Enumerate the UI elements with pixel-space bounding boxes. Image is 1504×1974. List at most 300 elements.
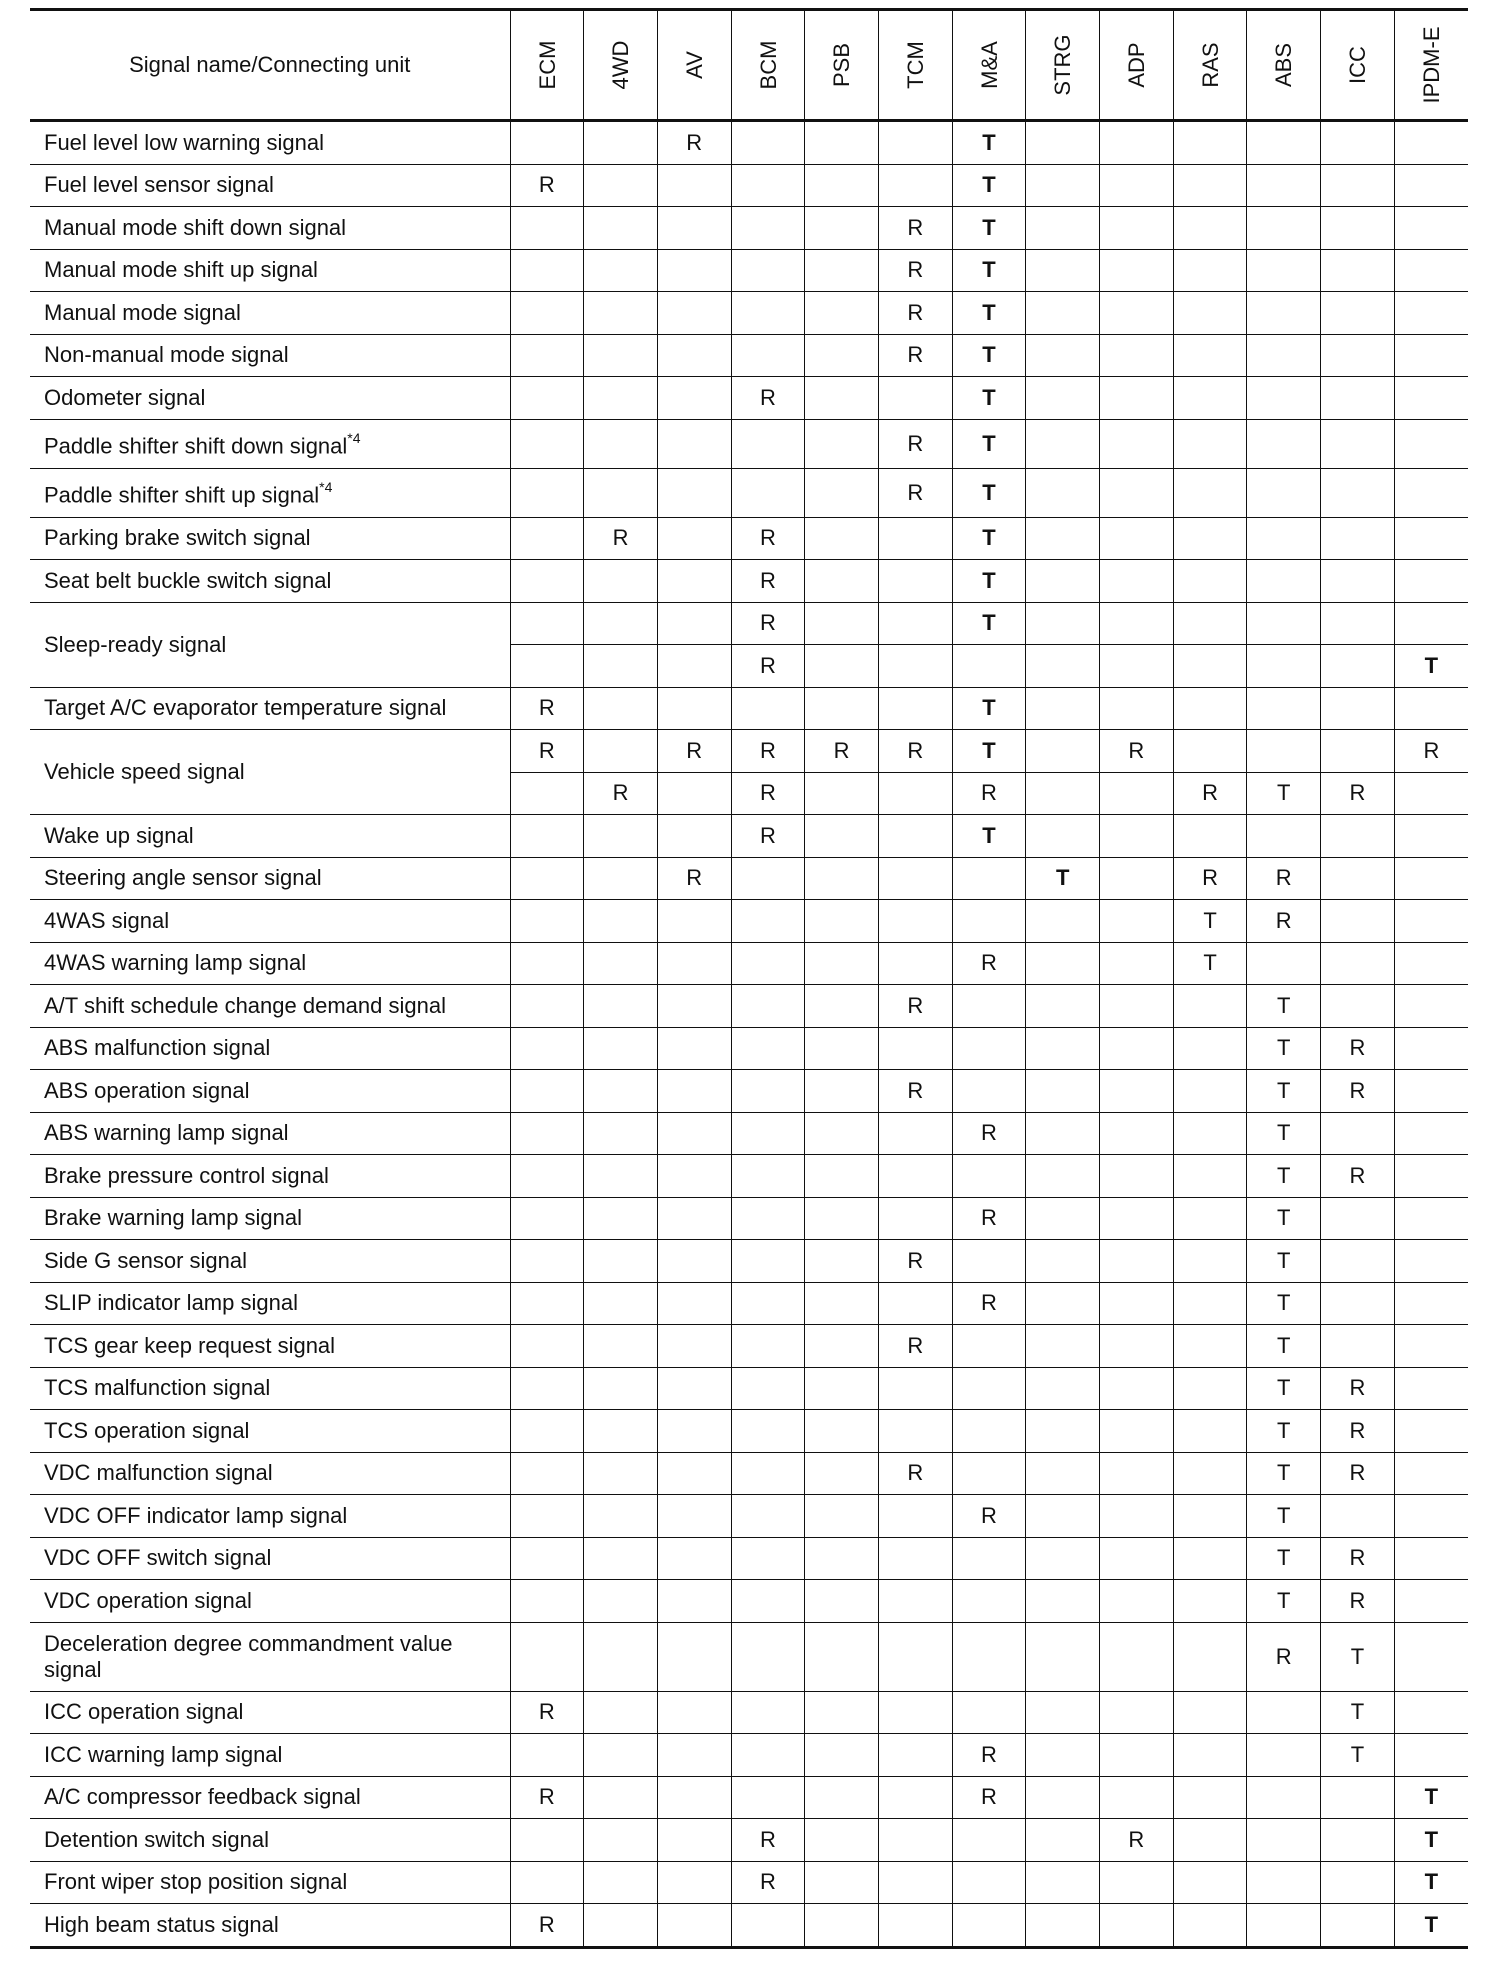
table-cell (1026, 207, 1100, 250)
table-cell (510, 602, 584, 645)
table-cell: R (510, 1776, 584, 1819)
table-row (30, 1112, 1468, 1155)
table-cell (1394, 1325, 1468, 1368)
footnote-marker: *4 (347, 430, 361, 447)
table-cell (1026, 942, 1100, 985)
table-cell (584, 857, 658, 900)
table-cell (878, 1622, 952, 1691)
table-cell: T (1394, 645, 1468, 688)
table-cell: R (952, 942, 1026, 985)
table-cell: R (510, 1904, 584, 1948)
table-cell: T (1247, 1240, 1321, 1283)
table-cell: T (952, 560, 1026, 603)
table-cell (1100, 1155, 1174, 1198)
table-cell (657, 1112, 731, 1155)
table-cell (1100, 121, 1174, 165)
table-cell (1173, 121, 1247, 165)
table-cell (584, 730, 658, 773)
unit-header-ras (1173, 10, 1247, 121)
table-cell (584, 164, 658, 207)
unit-header-label: RAS (1197, 42, 1223, 88)
table-cell (1173, 1027, 1247, 1070)
table-cell (1100, 1197, 1174, 1240)
table-cell (878, 1282, 952, 1325)
signal-name (30, 1819, 510, 1862)
table-cell (731, 687, 805, 730)
unit-header-4wd (584, 10, 658, 121)
table-cell (584, 687, 658, 730)
table-cell: T (952, 207, 1026, 250)
signal-name-text: High beam status signal (44, 1911, 279, 1937)
unit-header-label: 4WD (608, 40, 634, 90)
table-cell (878, 1027, 952, 1070)
signal-name (30, 687, 510, 730)
table-cell (805, 1622, 879, 1691)
signal-table (30, 8, 1468, 1949)
table-row (30, 1734, 1468, 1777)
table-cell: R (731, 517, 805, 560)
table-cell (1100, 1112, 1174, 1155)
unit-header-label: M&A (976, 41, 1002, 89)
table-cell: R (1173, 772, 1247, 815)
table-cell (1321, 164, 1395, 207)
table-cell (1173, 1819, 1247, 1862)
table-cell (731, 292, 805, 335)
signal-name-text: Target A/C evaporator temperature signal (44, 695, 447, 721)
table-cell: R (510, 730, 584, 773)
table-cell (584, 1819, 658, 1862)
table-row (30, 1240, 1468, 1283)
table-cell: R (657, 121, 731, 165)
table-cell (952, 1819, 1026, 1862)
table-cell (805, 468, 879, 517)
table-cell (510, 517, 584, 560)
table-cell (1247, 1776, 1321, 1819)
table-cell (731, 857, 805, 900)
table-cell: T (952, 730, 1026, 773)
table-cell (952, 1537, 1026, 1580)
signal-name-text: Non-manual mode signal (44, 342, 289, 368)
table-cell (805, 164, 879, 207)
table-cell: T (1394, 1861, 1468, 1904)
table-cell (657, 1580, 731, 1623)
table-row (30, 517, 1468, 560)
table-cell (1394, 517, 1468, 560)
signal-name (30, 857, 510, 900)
table-cell (1100, 517, 1174, 560)
table-cell (1321, 1240, 1395, 1283)
table-cell (1321, 292, 1395, 335)
table-cell (584, 377, 658, 420)
table-cell: R (1321, 1155, 1395, 1198)
table-cell: T (952, 164, 1026, 207)
table-cell (584, 1367, 658, 1410)
can-communication-table-page (30, 8, 1468, 1949)
table-cell (1321, 857, 1395, 900)
table-cell (1026, 1410, 1100, 1453)
table-cell: R (1321, 1027, 1395, 1070)
signal-name (30, 815, 510, 858)
table-cell (1173, 1240, 1247, 1283)
table-cell: T (1026, 857, 1100, 900)
table-cell (584, 815, 658, 858)
signal-name-text: ICC warning lamp signal (44, 1741, 283, 1767)
table-cell (805, 377, 879, 420)
table-cell (1247, 1904, 1321, 1948)
signal-name-text: ABS warning lamp signal (44, 1120, 289, 1146)
table-cell (805, 560, 879, 603)
table-row (30, 121, 1468, 165)
table-cell (1173, 1070, 1247, 1113)
table-cell (657, 334, 731, 377)
table-cell (1247, 602, 1321, 645)
table-cell (657, 1410, 731, 1453)
table-cell (1026, 249, 1100, 292)
table-cell (731, 1580, 805, 1623)
table-cell: R (952, 1282, 1026, 1325)
table-cell (1100, 249, 1174, 292)
table-cell: R (657, 730, 731, 773)
table-cell (1026, 419, 1100, 468)
table-cell (1100, 602, 1174, 645)
signal-name-text: TCS operation signal (44, 1417, 250, 1443)
signal-name (30, 900, 510, 943)
signal-name (30, 1580, 510, 1623)
table-cell (1173, 164, 1247, 207)
table-cell (952, 1691, 1026, 1734)
table-cell (1173, 1580, 1247, 1623)
table-cell (510, 207, 584, 250)
signal-name (30, 1495, 510, 1538)
table-cell (584, 942, 658, 985)
signal-name (30, 1776, 510, 1819)
table-cell (1321, 645, 1395, 688)
table-cell (805, 1861, 879, 1904)
table-cell (584, 1452, 658, 1495)
table-cell (952, 1452, 1026, 1495)
signal-name (30, 207, 510, 250)
signal-name-text: Paddle shifter shift up signal (44, 482, 320, 508)
table-cell (1026, 1580, 1100, 1623)
table-cell (657, 1537, 731, 1580)
unit-header-label: TCM (902, 41, 928, 89)
table-cell (1394, 1112, 1468, 1155)
table-cell (1247, 377, 1321, 420)
table-cell: R (584, 517, 658, 560)
table-cell (1247, 419, 1321, 468)
unit-header-label: ECM (534, 40, 560, 90)
table-cell (1321, 560, 1395, 603)
table-cell: R (657, 857, 731, 900)
table-cell (510, 1734, 584, 1777)
table-cell: R (952, 1112, 1026, 1155)
table-cell (878, 1776, 952, 1819)
signal-name (30, 942, 510, 985)
table-cell (878, 1861, 952, 1904)
table-cell (731, 1537, 805, 1580)
table-cell (510, 1027, 584, 1070)
table-cell (1026, 1452, 1100, 1495)
table-cell (1394, 1410, 1468, 1453)
signal-name-text: Deceleration degree commandment value signal (44, 1630, 453, 1682)
table-row (30, 164, 1468, 207)
table-row (30, 1691, 1468, 1734)
table-cell (1321, 249, 1395, 292)
table-header-row (30, 10, 1468, 121)
table-cell: T (1247, 1537, 1321, 1580)
table-cell (1321, 1904, 1395, 1948)
table-row (30, 857, 1468, 900)
signal-name-text: Manual mode shift up signal (44, 257, 318, 283)
table-cell: R (878, 1070, 952, 1113)
table-cell: T (1247, 1325, 1321, 1368)
table-cell (1394, 602, 1468, 645)
table-cell (805, 1240, 879, 1283)
table-cell (1173, 1495, 1247, 1538)
table-cell (1026, 1240, 1100, 1283)
table-cell (1247, 560, 1321, 603)
table-cell (1100, 468, 1174, 517)
table-cell (805, 207, 879, 250)
table-cell (510, 468, 584, 517)
table-cell (657, 1240, 731, 1283)
table-cell (657, 1495, 731, 1538)
signal-name (30, 334, 510, 377)
table-cell (952, 1325, 1026, 1368)
table-cell (1173, 1367, 1247, 1410)
table-cell: R (878, 985, 952, 1028)
table-row (30, 1197, 1468, 1240)
signal-name (30, 1155, 510, 1198)
table-cell (1026, 1776, 1100, 1819)
table-cell (1321, 1776, 1395, 1819)
table-cell (878, 1580, 952, 1623)
table-cell: T (1247, 1367, 1321, 1410)
unit-header-ipdm-e (1394, 10, 1468, 121)
table-cell (1321, 468, 1395, 517)
table-cell (1173, 985, 1247, 1028)
table-cell (878, 772, 952, 815)
signal-name (30, 1452, 510, 1495)
footnote-marker: *4 (319, 479, 333, 496)
table-cell: R (952, 772, 1026, 815)
table-cell (584, 1537, 658, 1580)
table-cell: T (1173, 900, 1247, 943)
table-cell (510, 1580, 584, 1623)
signal-name-text: VDC operation signal (44, 1587, 252, 1613)
table-row (30, 292, 1468, 335)
table-row (30, 602, 1468, 645)
signal-name (30, 1112, 510, 1155)
table-row (30, 687, 1468, 730)
table-cell (510, 1410, 584, 1453)
table-cell (805, 1819, 879, 1862)
table-cell (1173, 1691, 1247, 1734)
table-cell (878, 121, 952, 165)
table-cell (1026, 1325, 1100, 1368)
table-cell (1026, 1495, 1100, 1538)
table-cell (657, 1861, 731, 1904)
table-cell (584, 1861, 658, 1904)
table-cell (878, 377, 952, 420)
table-cell (1394, 815, 1468, 858)
signal-name: Sleep-ready signal (30, 602, 510, 687)
table-cell (1173, 1734, 1247, 1777)
table-cell: R (878, 1452, 952, 1495)
unit-header-label: ADP (1124, 42, 1150, 88)
table-cell: R (1100, 730, 1174, 773)
table-cell (1026, 645, 1100, 688)
table-cell (952, 900, 1026, 943)
table-cell (1321, 1861, 1395, 1904)
table-cell (952, 985, 1026, 1028)
table-cell: T (1321, 1622, 1395, 1691)
table-cell (1394, 1240, 1468, 1283)
signal-name-header: Signal name/Connecting unit (30, 10, 510, 121)
table-cell: T (952, 419, 1026, 468)
table-cell (657, 468, 731, 517)
signal-name-text: ABS operation signal (44, 1077, 250, 1103)
table-cell (1321, 687, 1395, 730)
table-cell: R (1247, 857, 1321, 900)
table-cell (1100, 857, 1174, 900)
table-cell (731, 1027, 805, 1070)
table-cell (657, 1367, 731, 1410)
table-cell (1321, 602, 1395, 645)
table-cell (510, 249, 584, 292)
table-cell (1321, 419, 1395, 468)
table-cell (878, 517, 952, 560)
table-cell (731, 121, 805, 165)
table-cell (805, 645, 879, 688)
unit-header-strg (1026, 10, 1100, 121)
table-cell: R (878, 468, 952, 517)
table-cell (1321, 121, 1395, 165)
table-cell (1100, 1580, 1174, 1623)
table-cell: R (1247, 900, 1321, 943)
table-row (30, 900, 1468, 943)
unit-header-icc (1321, 10, 1395, 121)
table-cell (805, 1112, 879, 1155)
table-cell (805, 942, 879, 985)
table-cell (584, 334, 658, 377)
table-cell (1026, 687, 1100, 730)
table-cell: T (1247, 1410, 1321, 1453)
signal-name-text: A/T shift schedule change demand signal (44, 992, 446, 1018)
table-cell (657, 419, 731, 468)
unit-header-tcm (878, 10, 952, 121)
table-cell (584, 1325, 658, 1368)
signal-name (30, 292, 510, 335)
table-cell: T (952, 121, 1026, 165)
signal-name (30, 377, 510, 420)
table-cell (805, 985, 879, 1028)
table-cell (510, 942, 584, 985)
table-cell (1100, 1776, 1174, 1819)
table-cell (805, 1776, 879, 1819)
table-cell (1321, 1197, 1395, 1240)
table-cell (805, 1155, 879, 1198)
table-cell (1173, 687, 1247, 730)
signal-name (30, 1904, 510, 1948)
table-cell (1026, 121, 1100, 165)
table-cell (510, 900, 584, 943)
table-cell (731, 1282, 805, 1325)
table-cell (1100, 942, 1174, 985)
table-cell (584, 1027, 658, 1070)
table-cell (657, 1282, 731, 1325)
table-cell (1026, 815, 1100, 858)
unit-header-psb (805, 10, 879, 121)
table-row (30, 1861, 1468, 1904)
table-row (30, 815, 1468, 858)
table-cell (1321, 1819, 1395, 1862)
table-cell: R (1321, 1410, 1395, 1453)
table-cell (878, 560, 952, 603)
table-cell (510, 377, 584, 420)
table-cell (1394, 249, 1468, 292)
table-cell (1394, 900, 1468, 943)
table-cell (731, 468, 805, 517)
table-row (30, 1410, 1468, 1453)
table-cell: T (952, 468, 1026, 517)
table-cell (1026, 730, 1100, 773)
signal-name-text: Fuel level sensor signal (44, 172, 274, 198)
table-cell (1026, 1027, 1100, 1070)
table-cell (510, 121, 584, 165)
table-cell (657, 687, 731, 730)
table-cell: R (731, 1819, 805, 1862)
table-cell (952, 645, 1026, 688)
table-cell: R (878, 207, 952, 250)
table-cell: R (878, 1325, 952, 1368)
table-cell (1394, 687, 1468, 730)
table-cell (510, 292, 584, 335)
signal-name (30, 1240, 510, 1283)
signal-name-text: SLIP indicator lamp signal (44, 1290, 298, 1316)
table-cell (1026, 1904, 1100, 1948)
table-cell: R (952, 1197, 1026, 1240)
signal-name-text: A/C compressor feedback signal (44, 1784, 361, 1810)
unit-header-adp (1100, 10, 1174, 121)
table-cell (510, 1240, 584, 1283)
table-cell (1394, 1495, 1468, 1538)
table-cell (731, 1155, 805, 1198)
table-cell: R (510, 164, 584, 207)
table-cell (1173, 1155, 1247, 1198)
signal-name-text: Brake warning lamp signal (44, 1205, 303, 1231)
table-cell (878, 1197, 952, 1240)
table-cell (805, 517, 879, 560)
table-cell (657, 1622, 731, 1691)
table-row (30, 334, 1468, 377)
table-cell (1173, 602, 1247, 645)
signal-name (30, 1410, 510, 1453)
table-cell (1026, 1819, 1100, 1862)
table-cell (584, 468, 658, 517)
table-cell: T (1247, 1282, 1321, 1325)
table-cell (805, 1027, 879, 1070)
table-cell (657, 1819, 731, 1862)
table-cell (1173, 1537, 1247, 1580)
table-cell (731, 1112, 805, 1155)
table-cell (878, 815, 952, 858)
table-cell: R (1321, 1537, 1395, 1580)
table-cell (657, 645, 731, 688)
table-cell (952, 1580, 1026, 1623)
table-cell (510, 1197, 584, 1240)
table-cell: R (1321, 1580, 1395, 1623)
